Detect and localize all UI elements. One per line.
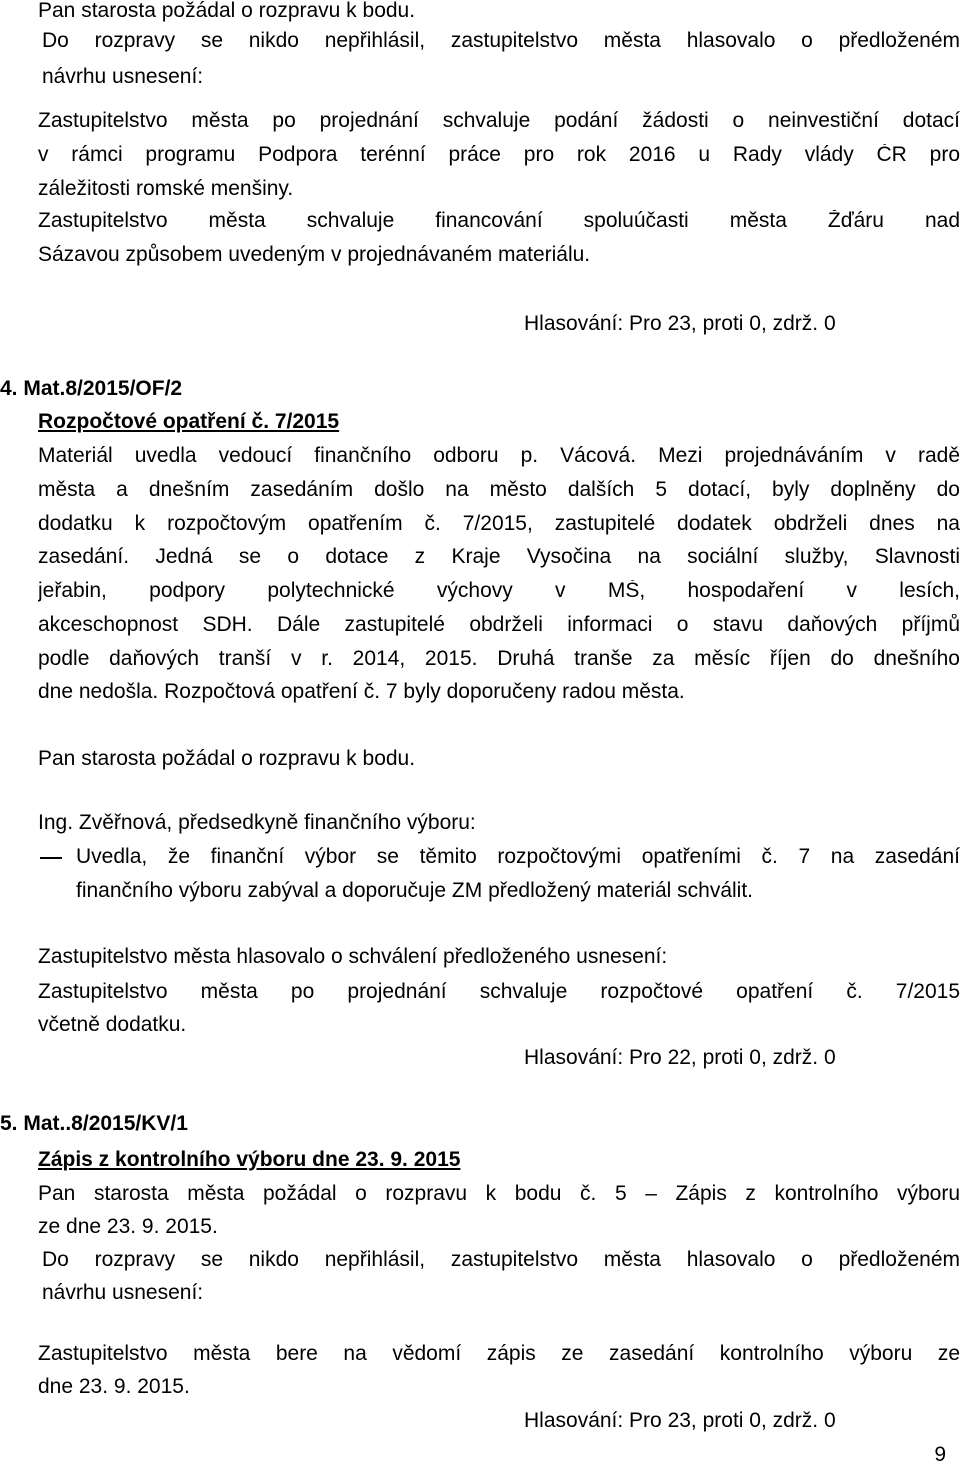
text-line: akceschopnost SDH. Dále zastupitelé obdrželi informaci o stavu daňových příjmů [38,614,960,636]
vote-result: Hlasování: Pro 23, proti 0, zdrž. 0 [524,312,836,335]
text-line: návrhu usnesení: [42,65,204,88]
page-number: 9 [934,1443,946,1466]
text-line: Uvedla, že finanční výbor se těmito rozpočtovými opatřeními č. 7 na zasedání [76,846,960,868]
text-line: dne nedošla. Rozpočtová opatření č. 7 byly doporučeny radou města. [38,680,685,703]
text-line: dne 23. 9. 2015. [38,1375,190,1398]
text-line: Sázavou způsobem uvedeným v projednávaném materiálu. [38,243,591,266]
text-line: v rámci programu Podpora terénní práce pro rok 2016 u Rady vlády ČR pro [38,144,960,166]
text-line: záležitosti romské menšiny. [38,177,294,200]
text-line: ze dne 23. 9. 2015. [38,1215,218,1238]
text-line: Do rozpravy se nikdo nepřihlásil, zastupitelstvo města hlasovalo o předloženém [42,1249,960,1271]
section-title: Rozpočtové opatření č. 7/2015 [38,410,340,433]
text-line: návrhu usnesení: [42,1281,204,1304]
text-line: Zastupitelstvo města hlasovalo o schválení předloženého usnesení: [38,945,668,968]
text-line: Pan starosta požádal o rozpravu k bodu. [38,747,416,770]
text-line: finančního výboru zabýval a doporučuje ZM předložený materiál schválit. [76,879,754,902]
text-line: Zastupitelstvo města po projednání schvaluje rozpočtové opatření č. 7/2015 [38,981,960,1003]
text-line: jeřabin, podpory polytechnické výchovy v MŠ, hospodaření v lesích, [38,580,960,602]
text-line: Pan starosta požádal o rozpravu k bodu. [38,0,416,22]
text-line: města a dnešním zasedáním došlo na město dalších 5 dotací, byly doplněny do [38,479,960,501]
text-line: Zastupitelstvo města po projednání schvaluje podání žádosti o neinvestiční dotací [38,110,960,132]
section-number: 4. Mat.8/2015/OF/2 [0,377,183,400]
text-line: Do rozpravy se nikdo nepřihlásil, zastupitelstvo města hlasovalo o předloženém [42,30,960,52]
text-line: včetně dodatku. [38,1013,187,1036]
text-line: Zastupitelstvo města schvaluje financování spoluúčasti města Žďáru nad [38,210,960,232]
text-line: Materiál uvedla vedoucí finančního odboru p. Vácová. Mezi projednáváním v radě [38,445,960,467]
section-number: 5. Mat..8/2015/KV/1 [0,1112,188,1135]
text-line: dodatku k rozpočtovým opatřením č. 7/2015, zastupitelé dodatek obdrželi dnes na [38,513,960,535]
vote-result: Hlasování: Pro 22, proti 0, zdrž. 0 [524,1046,836,1069]
text-line: Pan starosta města požádal o rozpravu k bodu č. 5 – Zápis z kontrolního výboru [38,1183,960,1205]
text-line: zasedání. Jedná se o dotace z Kraje Vysočina na sociální služby, Slavnosti [38,546,960,568]
list-bullet-dash [40,857,62,859]
text-line: podle daňových tranší v r. 2014, 2015. Druhá tranše za měsíc říjen do dnešního [38,648,960,670]
section-title: Zápis z kontrolního výboru dne 23. 9. 2015 [38,1148,461,1171]
text-line: Zastupitelstvo města bere na vědomí zápis ze zasedání kontrolního výboru ze [38,1343,960,1365]
text-line: Ing. Zvěřnová, předsedkyně finančního výboru: [38,811,476,834]
vote-result: Hlasování: Pro 23, proti 0, zdrž. 0 [524,1409,836,1432]
